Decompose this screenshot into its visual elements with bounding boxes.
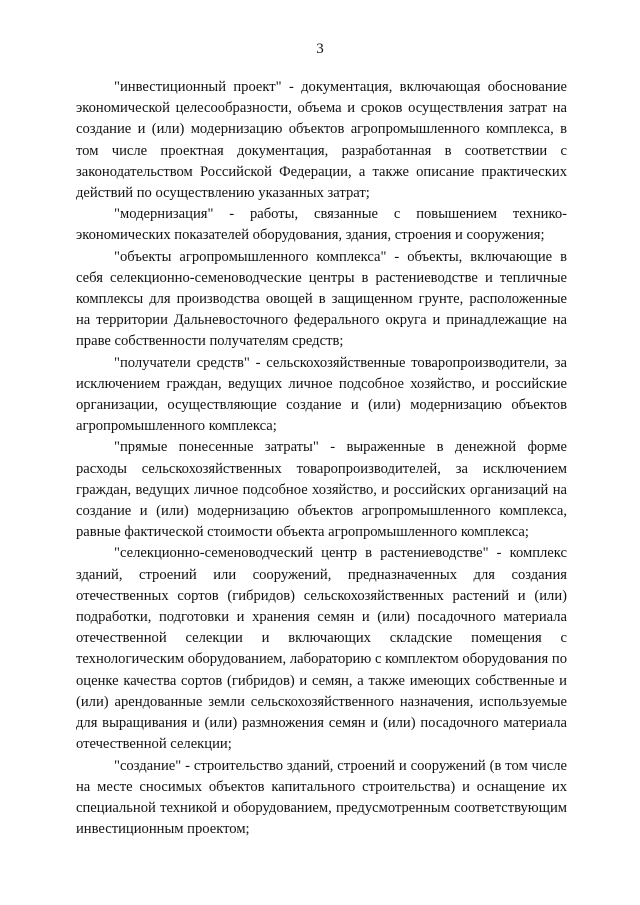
definition-modernization: "модернизация" - работы, связанные с повышением технико-экономических показателей оборудования, здания, строения и сооружения; <box>76 206 567 244</box>
definition-creation: "создание" - строительство зданий, строений и сооружений (в том числе на месте сносимых объектов капитального строительства) и оснащение их специальной техникой и оборудованием, предусмотренным соответствующим инвестиционным проектом; <box>76 757 567 838</box>
definition-recipients: "получатели средств" - сельскохозяйственные товаропроизводители, за исключением граждан, ведущих личное подсобное хозяйство, и российские организации, осуществляющие создание и (или) модернизацию объектов агропромышленного комплекса; <box>76 354 567 435</box>
document-body <box>76 77 567 840</box>
definition-breeding-center: "селекционно-семеноводческий центр в растениеводстве" - комплекс зданий, строений или сооружений, предназначенных для создания отечественных сортов (гибридов) сельскохозяйственных растений и (или) подработки, подготовки и хранения семян и (или) посадочного материала отечественной селекции и включающих складские помещения с технологическим оборудованием, лабораторию с комплектом оборудования по оценке качества сортов (гибридов) и семян, а также имеющих собственные и (или) арендованные земли сельскохозяйственного назначения, используемые для выращивания и (или) размножения семян и (или) посадочного материала отечественной селекции; <box>76 545 567 753</box>
page-number: 3 <box>316 41 324 57</box>
definition-investment-project: "инвестиционный проект" - документация, включающая обоснование экономической целесообразности, объема и сроков осуществления затрат на создание и (или) модернизацию объектов агропромышленного комплекса, в том числе проектная документация, разработанная в соответствии с законодательством Российской Федерации, а также описание практических действий по осуществлению указанных затрат; <box>76 79 567 202</box>
definition-agro-objects: "объекты агропромышленного комплекса" - объекты, включающие в себя селекционно-семеноводческие центры в растениеводстве и тепличные комплексы для производства овощей в защищенном грунте, расположенные на территории Дальневосточного федерального округа и принадлежащие на праве собственности получателям средств; <box>76 248 567 350</box>
definition-direct-costs: "прямые понесенные затраты" - выраженные в денежной форме расходы сельскохозяйственных товаропроизводителей, за исключением граждан, ведущих личное подсобное хозяйство, и российских организаций на создание и (или) модернизацию объектов агропромышленного комплекса, равные фактической стоимости объекта агропромышленного комплекса; <box>76 439 567 541</box>
